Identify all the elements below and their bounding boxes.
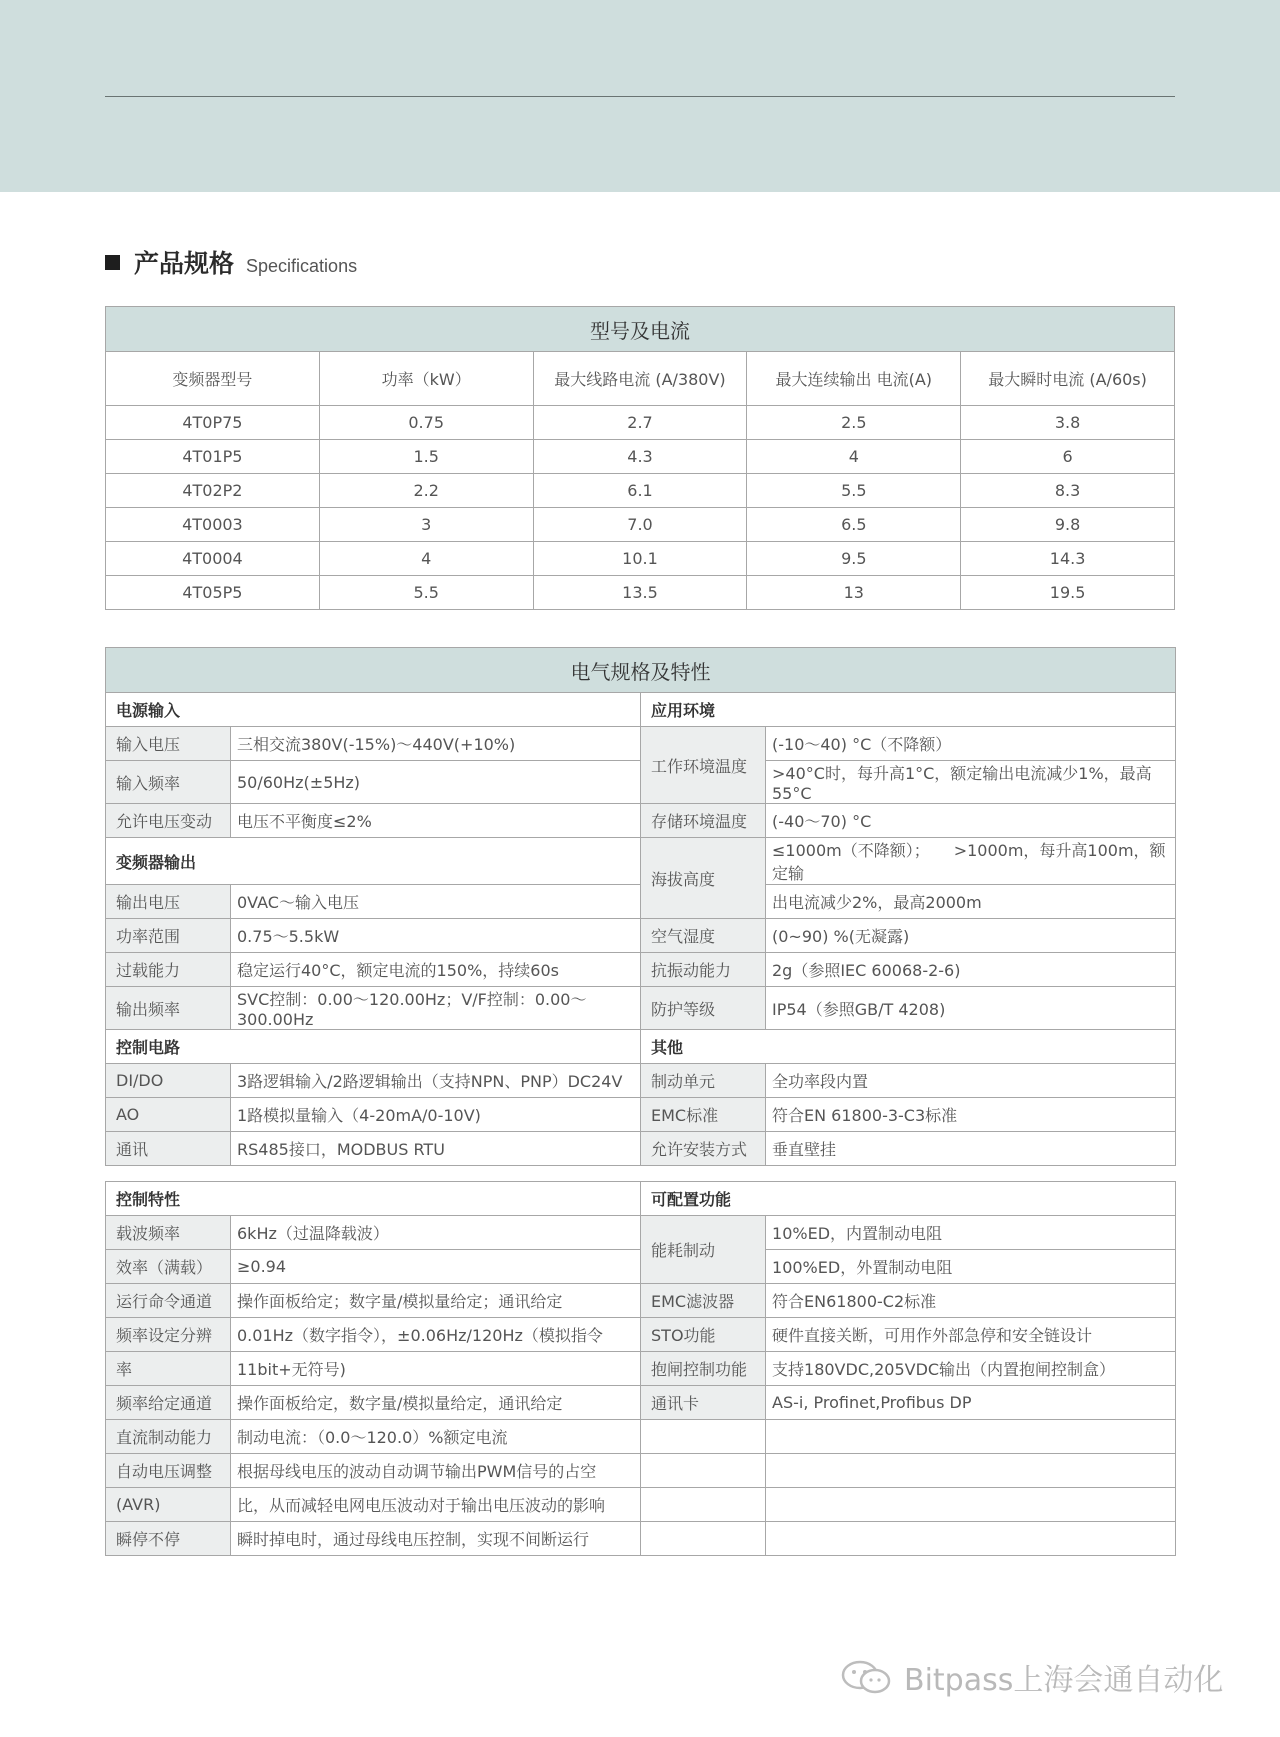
spec-label: 海拔高度 [641,838,766,919]
spec-value: 6kHz（过温降载波） [231,1216,641,1250]
table-cell: 6.5 [747,508,961,542]
spec-label: 功率范围 [106,919,231,953]
table-cell: 3 [319,508,533,542]
header-rule [105,96,1175,97]
table-cell: 8.3 [961,474,1175,508]
table-cell: 4T05P5 [106,576,320,610]
spec-label: DI/DO [106,1064,231,1098]
spec-value: 制动电流：（0.0～120.0）%额定电流 [231,1420,641,1454]
spec-value: (-10～40) °C（不降额） [766,727,1176,761]
spec-value: SVC控制：0.00～120.00Hz；V/F控制：0.00～300.00Hz [231,987,641,1030]
empty-cell [641,1454,766,1488]
empty-cell [641,1420,766,1454]
table-cell: 0.75 [319,406,533,440]
spec-value: 100%ED，外置制动电阻 [766,1250,1176,1284]
spec-value: (0~90) %(无凝露) [766,919,1176,953]
table-title: 型号及电流 [106,307,1175,352]
spec-label: 通讯 [106,1132,231,1166]
spec-value: 垂直壁挂 [766,1132,1176,1166]
spec-label: 载波频率 [106,1216,231,1250]
spec-value: ≥0.94 [231,1250,641,1284]
spec-value: 10%ED，内置制动电阻 [766,1216,1176,1250]
table-cell: 4 [747,440,961,474]
group-header: 控制特性 [106,1182,641,1216]
spec-value: 操作面板给定；数字量/模拟量给定；通讯给定 [231,1284,641,1318]
spec-value: 瞬时掉电时，通过母线电压控制，实现不间断运行 [231,1522,641,1556]
table-cell: 4T0003 [106,508,320,542]
spec-label: 抗振动能力 [641,953,766,987]
spec-label: 输入频率 [106,761,231,804]
spec-value: 1路模拟量输入（4-20mA/0-10V) [231,1098,641,1132]
spec-label: 直流制动能力 [106,1420,231,1454]
spec-label: 通讯卡 [641,1386,766,1420]
watermark [838,1657,1223,1697]
spec-label: 瞬停不停 [106,1522,231,1556]
table-cell: 13.5 [533,576,747,610]
table-cell: 2.7 [533,406,747,440]
table-cell: 4T0P75 [106,406,320,440]
table-cell: 3.8 [961,406,1175,440]
table-cell: 9.5 [747,542,961,576]
group-header: 应用环境 [641,693,1176,727]
control-feature-table [105,1181,1176,1556]
empty-cell [766,1522,1176,1556]
empty-cell [766,1488,1176,1522]
table-cell: 13 [747,576,961,610]
table-cell: 6 [961,440,1175,474]
spec-label: (AVR) [106,1488,231,1522]
spec-value: (-40～70) °C [766,804,1176,838]
spec-value: 0.01Hz（数字指令），±0.06Hz/120Hz（模拟指令 [231,1318,641,1352]
spec-label: 效率（满载） [106,1250,231,1284]
spec-label: 抱闸控制功能 [641,1352,766,1386]
electrical-spec-table [105,647,1176,1166]
table-cell: 5.5 [747,474,961,508]
table-cell: 5.5 [319,576,533,610]
spec-value: 出电流减少2%，最高2000m [766,885,1176,919]
table-cell: 4 [319,542,533,576]
group-header: 其他 [641,1030,1176,1064]
section-title-zh: 产品规格 [134,249,235,278]
table-cell: 10.1 [533,542,747,576]
table-cell: 2.2 [319,474,533,508]
table-cell: 4T01P5 [106,440,320,474]
table-cell: 9.8 [961,508,1175,542]
table-row [106,406,1175,440]
table-cell: 7.0 [533,508,747,542]
spec-value: 符合EN61800-C2标准 [766,1284,1176,1318]
spec-value: RS485接口，MODBUS RTU [231,1132,641,1166]
group-header: 变频器输出 [106,838,641,885]
section-title-en: Specifications [246,256,358,276]
square-bullet-icon [105,255,120,270]
table-cell: 4T0004 [106,542,320,576]
empty-cell [766,1420,1176,1454]
spec-value: 0VAC～输入电压 [231,885,641,919]
spec-value: 3路逻辑输入/2路逻辑输出（支持NPN、PNP）DC24V [231,1064,641,1098]
column-header: 最大线路电流 (A/380V) [533,352,747,406]
spec-value: 电压不平衡度≤2% [231,804,641,838]
table-row [106,440,1175,474]
table-row [106,508,1175,542]
group-header: 控制电路 [106,1030,641,1064]
spec-label: 输入电压 [106,727,231,761]
empty-cell [766,1454,1176,1488]
table-cell: 6.1 [533,474,747,508]
spec-value: 全功率段内置 [766,1064,1176,1098]
spec-value: 稳定运行40°C，额定电流的150%，持续60s [231,953,641,987]
column-header: 功率（kW） [319,352,533,406]
spec-label: 率 [106,1352,231,1386]
spec-label: STO功能 [641,1318,766,1352]
spec-label: 输出电压 [106,885,231,919]
spec-value: 操作面板给定，数字量/模拟量给定，通讯给定 [231,1386,641,1420]
column-header: 最大连续输出 电流(A) [747,352,961,406]
table-row [106,576,1175,610]
wechat-icon [838,1659,896,1695]
spec-label: 自动电压调整 [106,1454,231,1488]
model-current-table [105,306,1175,610]
spec-value: ≤1000m（不降额）； >1000m，每升高100m，额定输 [766,838,1176,885]
spec-label: 存储环境温度 [641,804,766,838]
spec-label: 能耗制动 [641,1216,766,1284]
spec-label: 制动单元 [641,1064,766,1098]
spec-label: 过载能力 [106,953,231,987]
spec-label: 频率给定通道 [106,1386,231,1420]
table-cell: 4.3 [533,440,747,474]
group-header: 电源输入 [106,693,641,727]
spec-label: 频率设定分辨 [106,1318,231,1352]
spec-value: 硬件直接关断，可用作外部急停和安全链设计 [766,1318,1176,1352]
empty-cell [641,1522,766,1556]
spec-label: AO [106,1098,231,1132]
spec-label: 允许电压变动 [106,804,231,838]
spec-value: 符合EN 61800-3-C3标准 [766,1098,1176,1132]
spec-label: 允许安装方式 [641,1132,766,1166]
empty-cell [641,1488,766,1522]
spec-label: 空气湿度 [641,919,766,953]
table-title: 电气规格及特性 [106,648,1176,693]
table-cell: 19.5 [961,576,1175,610]
spec-value: >40°C时，每升高1°C，额定输出电流减少1%，最高55°C [766,761,1176,804]
table-row [106,542,1175,576]
table-cell: 14.3 [961,542,1175,576]
spec-value: IP54（参照GB/T 4208) [766,987,1176,1030]
spec-label: 工作环境温度 [641,727,766,804]
spec-value: 2g（参照IEC 60068-2-6) [766,953,1176,987]
spec-value: AS-i, Profinet,Profibus DP [766,1386,1176,1420]
spec-label: EMC滤波器 [641,1284,766,1318]
table-cell: 1.5 [319,440,533,474]
table-cell: 2.5 [747,406,961,440]
spec-value: 50/60Hz(±5Hz) [231,761,641,804]
table-row [106,474,1175,508]
spec-value: 支持180VDC,205VDC输出（内置抱闸控制盒） [766,1352,1176,1386]
watermark-text: Bitpass上海会通自动化 [904,1663,1224,1698]
spec-label: 防护等级 [641,987,766,1030]
table-cell: 4T02P2 [106,474,320,508]
spec-label: 运行命令通道 [106,1284,231,1318]
column-header: 变频器型号 [106,352,320,406]
spec-label: EMC标准 [641,1098,766,1132]
spec-label: 输出频率 [106,987,231,1030]
spec-value: 0.75～5.5kW [231,919,641,953]
column-header: 最大瞬时电流 (A/60s) [961,352,1175,406]
spec-value: 三相交流380V(-15%)～440V(+10%) [231,727,641,761]
group-header: 可配置功能 [641,1182,1176,1216]
spec-value: 比，从而减轻电网电压波动对于输出电压波动的影响 [231,1488,641,1522]
spec-value: 11bit+无符号) [231,1352,641,1386]
spec-value: 根据母线电压的波动自动调节输出PWM信号的占空 [231,1454,641,1488]
section-title [105,244,357,280]
